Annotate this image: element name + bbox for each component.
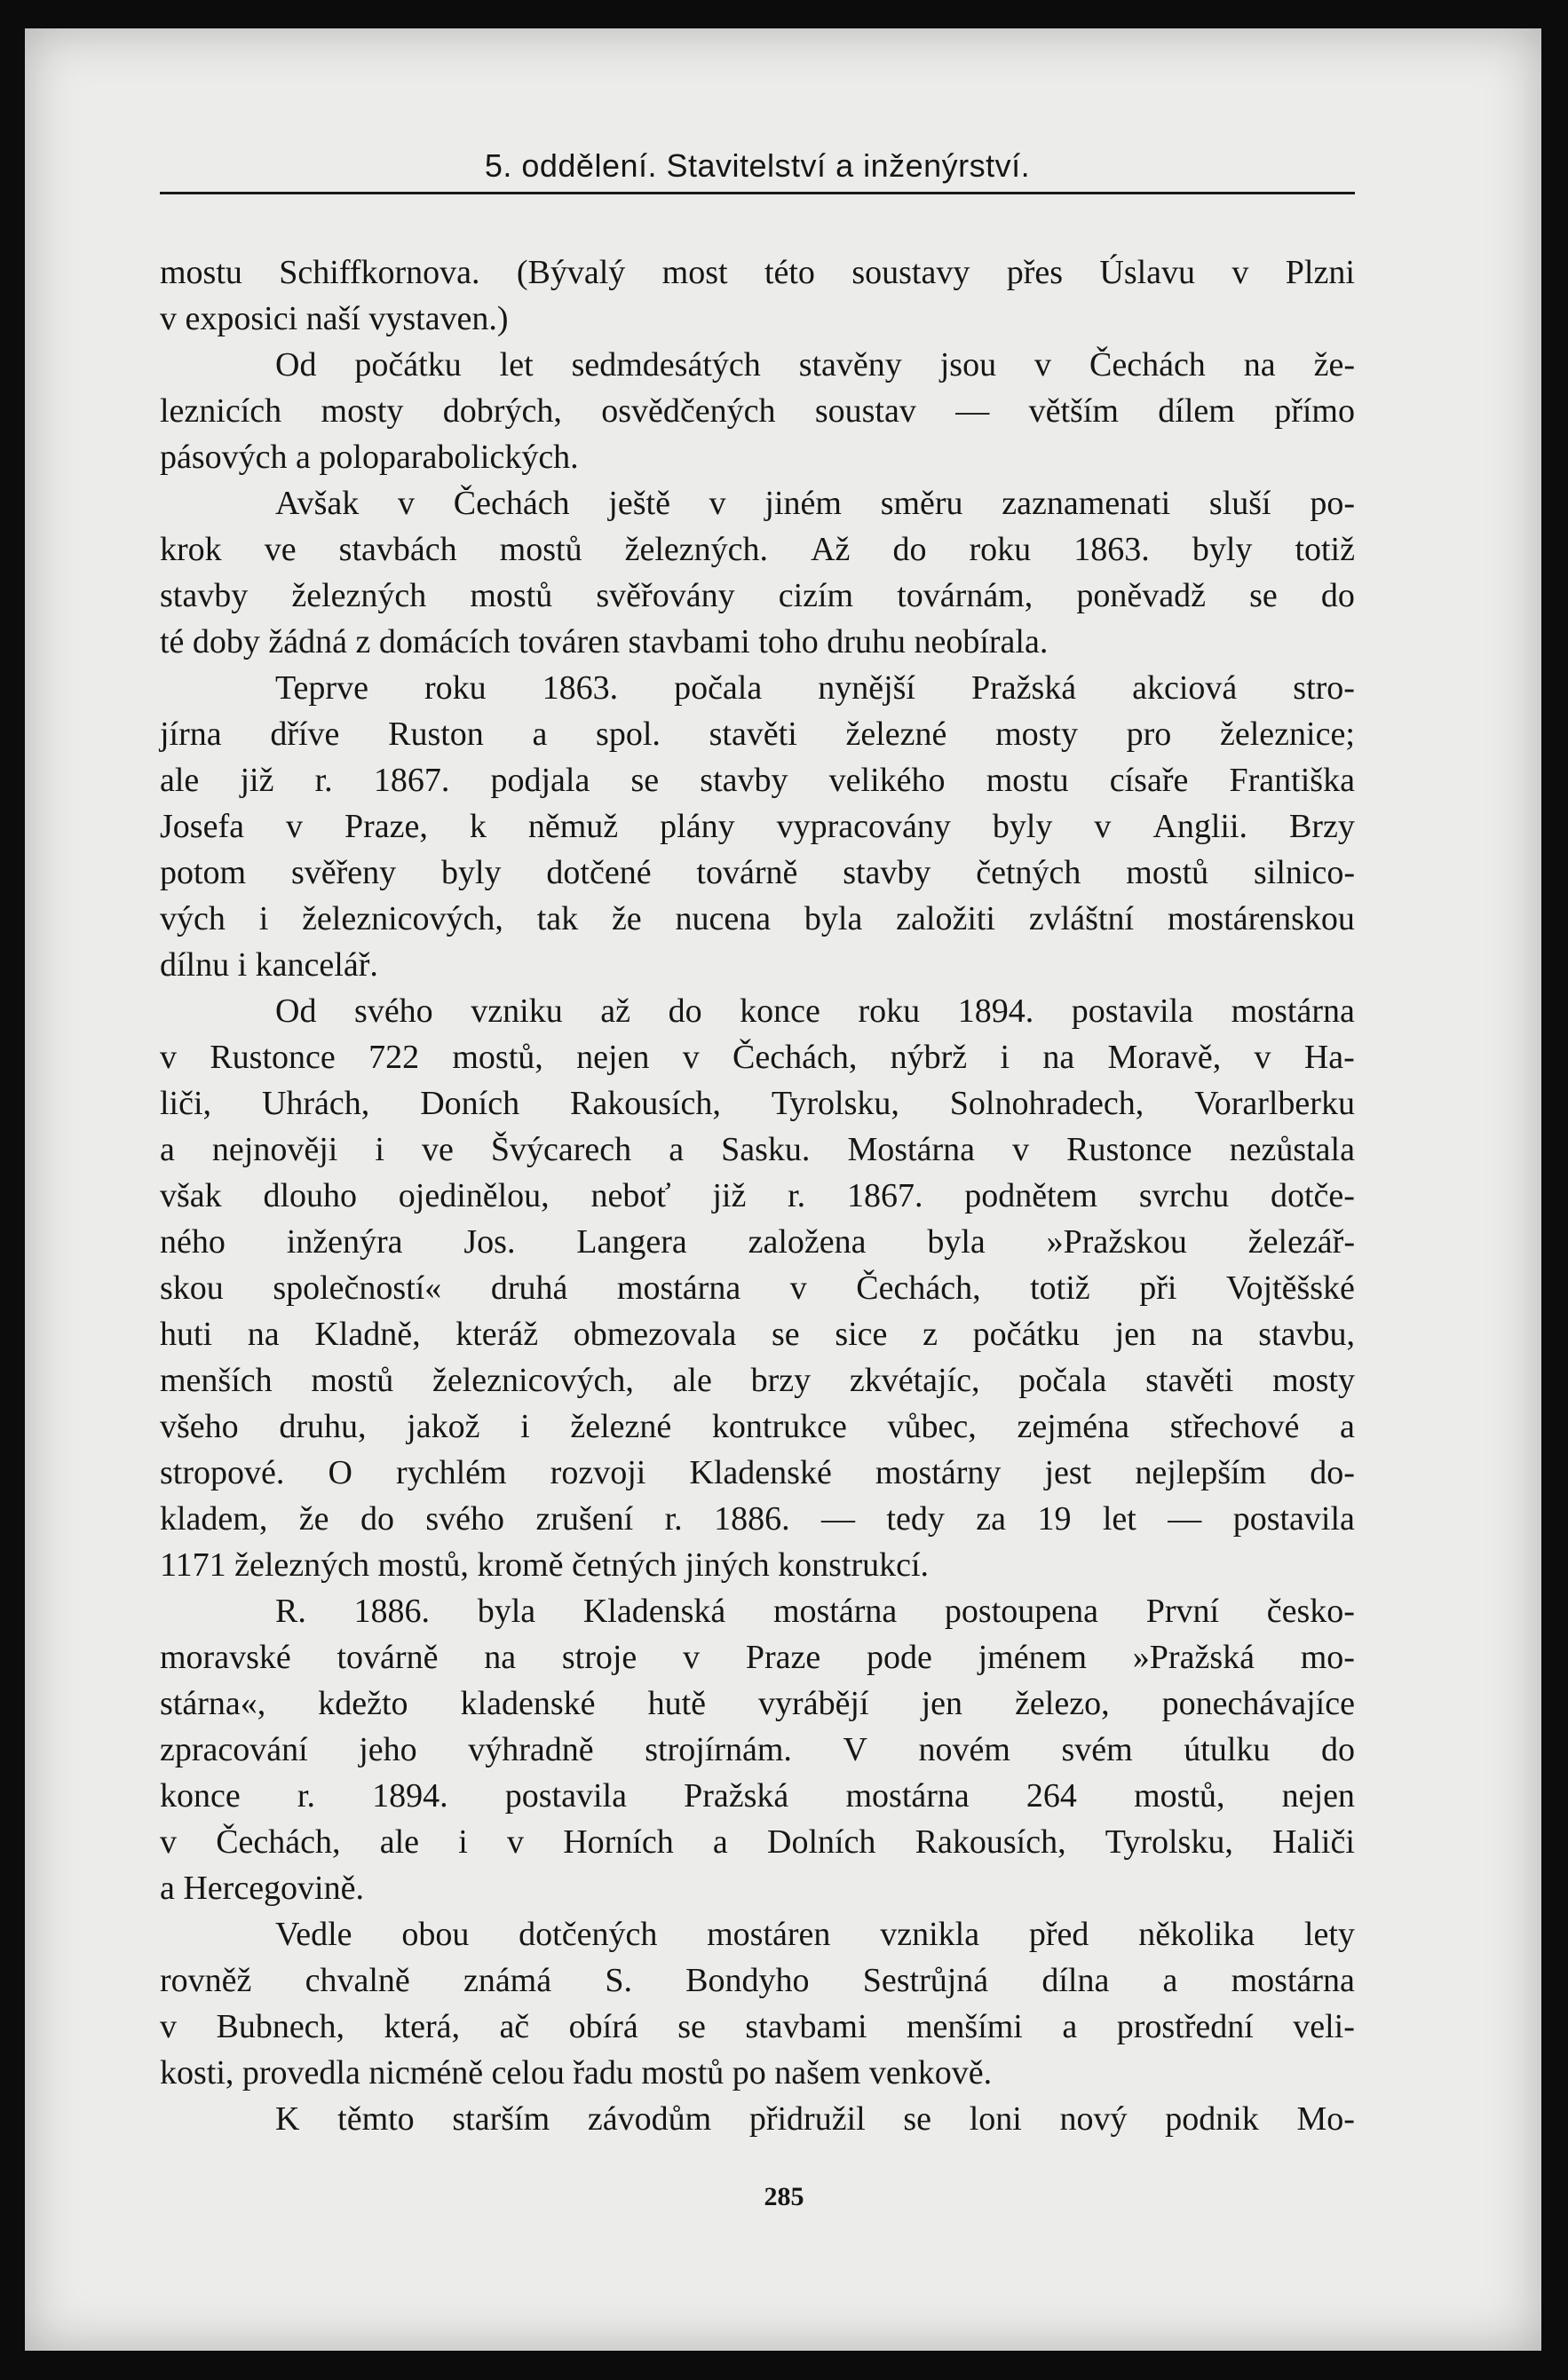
text-line: zpracování jeho výhradně strojírnám. V novém svém útulku do: [160, 1731, 1355, 1768]
text-line: vých i železnicových, tak že nucena byla založiti zvláštní mostárenskou: [160, 900, 1355, 937]
paragraph: [160, 1588, 1355, 1911]
text-line: a nejnověji i ve Švýcarech a Sasku. Mostárna v Rustonce nezůstala: [160, 1131, 1355, 1168]
text-line: Vedle obou dotčených mostáren vznikla před několika lety: [275, 1916, 1355, 1953]
text-line: Avšak v Čechách ještě v jiném směru zaznamenati sluší po-: [275, 485, 1355, 522]
paragraph: [160, 1911, 1355, 2096]
text-line: liči, Uhrách, Doních Rakousích, Tyrolsku, Solnohradech, Vorarlberku: [160, 1085, 1355, 1122]
text-line: moravské továrně na stroje v Praze pode jménem »Pražská mo-: [160, 1639, 1355, 1676]
running-header: [160, 126, 1355, 194]
page-number: 285: [764, 2182, 804, 2211]
text-line: 1171 železných mostů, kromě četných jiných konstrukcí.: [160, 1546, 930, 1584]
text-line: v Bubnech, která, ač obírá se stavbami menšími a prostřední veli-: [160, 2008, 1355, 2045]
text-line: huti na Kladně, kteráž obmezovala se sice z počátku jen na stavbu,: [160, 1316, 1355, 1353]
text-line: v Rustonce 722 mostů, nejen v Čechách, nýbrž i na Moravě, v Ha-: [160, 1039, 1355, 1076]
paragraph: [160, 665, 1355, 988]
text-line: stropové. O rychlém rozvoji Kladenské mostárny jest nejlepším do-: [160, 1454, 1355, 1491]
paragraph: [160, 2096, 1355, 2142]
text-line: leznicích mosty dobrých, osvědčených soustav — větším dílem přímo: [160, 392, 1355, 430]
text-line: v Čechách, ale i v Horních a Dolních Rakousích, Tyrolsku, Haliči: [160, 1823, 1355, 1861]
text-line: konce r. 1894. postavila Pražská mostárna 264 mostů, nejen: [160, 1777, 1355, 1815]
text-line: té doby žádná z domácích továren stavbami toho druhu neobírala.: [160, 623, 1049, 660]
text-line: menších mostů železnicových, ale brzy zkvétajíc, počala stavěti mosty: [160, 1362, 1355, 1399]
text-line: dílnu i kancelář.: [160, 946, 378, 984]
text-line: kosti, provedla nicméně celou řadu mostů po našem venkově.: [160, 2054, 993, 2091]
text-line: stárna«, kdežto kladenské hutě vyrábějí jen železo, ponechávajíce: [160, 1685, 1355, 1722]
text-line: kladem, že do svého zrušení r. 1886. — tedy za 19 let — postavila: [160, 1500, 1355, 1538]
text-line: R. 1886. byla Kladenská mostárna postoupena První česko-: [275, 1593, 1355, 1630]
text-line: ale již r. 1867. podjala se stavby velikého mostu císaře Františka: [160, 762, 1355, 799]
paragraph: [160, 988, 1355, 1588]
paragraph: [160, 249, 1355, 342]
text-line: Od svého vzniku až do konce roku 1894. postavila mostárna: [275, 992, 1355, 1030]
paragraph: [160, 480, 1355, 665]
header-title: 5. oddělení. Stavitelství a inženýrství.: [484, 147, 1031, 184]
text-line: Teprve roku 1863. počala nynější Pražská akciová stro-: [275, 669, 1355, 707]
text-line: rovněž chvalně známá S. Bondyho Sestrůjná dílna a mostárna: [160, 1962, 1355, 1999]
text-line: krok ve stavbách mostů železných. Až do roku 1863. byly totiž: [160, 531, 1355, 568]
text-line: jírna dříve Ruston a spol. stavěti železné mosty pro železnice;: [160, 716, 1355, 753]
text-line: mostu Schiffkornova. (Bývalý most této soustavy přes Úslavu v Plzni: [160, 254, 1355, 291]
text-line: Od počátku let sedmdesátých stavěny jsou v Čechách na že-: [275, 346, 1355, 383]
text-line: stavby železných mostů svěřovány cizím továrnám, poněvadž se do: [160, 577, 1355, 614]
text-line: ného inženýra Jos. Langera založena byla »Pražskou železář-: [160, 1223, 1355, 1261]
text-line: pásových a poloparabolických.: [160, 439, 579, 476]
text-line: K těmto starším závodům přidružil se loni nový podnik Mo-: [275, 2100, 1355, 2138]
text-line: a Hercegovině.: [160, 1870, 364, 1907]
text-line: potom svěřeny byly dotčené továrně stavby četných mostů silnico-: [160, 854, 1355, 891]
body-text: [160, 249, 1355, 2142]
text-line: však dlouho ojedinělou, neboť již r. 1867. podnětem svrchu dotče-: [160, 1177, 1355, 1214]
text-line: všeho druhu, jakož i železné kontrukce vůbec, zejména střechové a: [160, 1408, 1355, 1445]
text-line: v exposici naší vystaven.): [160, 300, 509, 337]
text-line: skou společností« druhá mostárna v Čechách, totiž při Vojtěšské: [160, 1269, 1355, 1307]
text-line: Josefa v Praze, k němuž plány vypracovány byly v Anglii. Brzy: [160, 808, 1355, 845]
paragraph: [160, 342, 1355, 480]
